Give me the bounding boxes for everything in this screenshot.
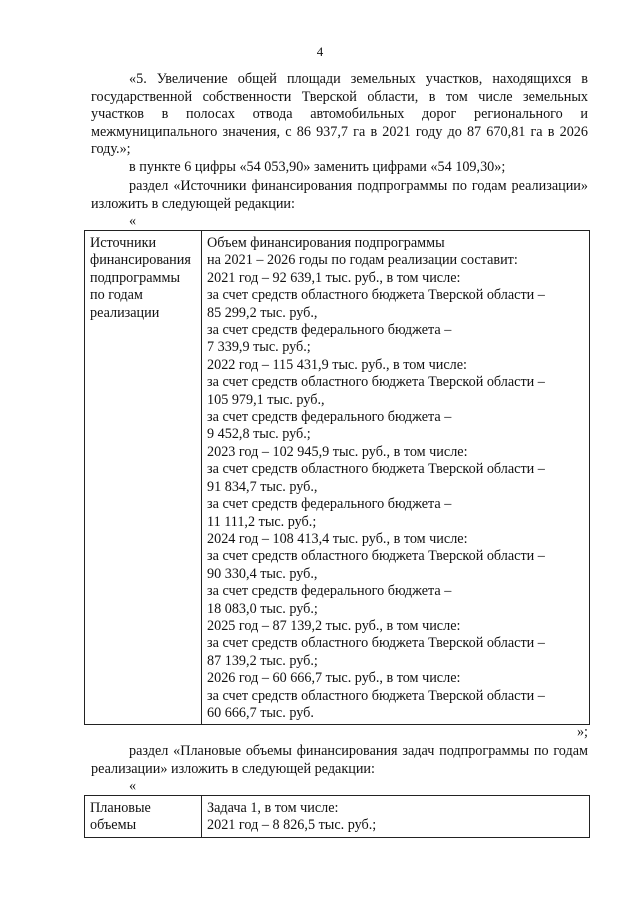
content-line: 90 330,4 тыс. руб.,: [207, 565, 318, 582]
content-line: за счет средств федерального бюджета –: [207, 409, 452, 426]
content-line: 105 979,1 тыс. руб.,: [207, 391, 325, 408]
content-line: 11 111,2 тыс. руб.;: [207, 513, 317, 530]
opening-quote: «: [129, 213, 137, 229]
content-line: 2022 год – 115 431,9 тыс. руб., в том числе:: [207, 356, 467, 373]
content-line: за счет средств федерального бюджета –: [207, 583, 452, 600]
content-line: 18 083,0 тыс. руб.;: [207, 600, 318, 617]
financing-sources-label-cell: [85, 231, 202, 725]
label-line: подпрограммы: [90, 269, 180, 286]
content-line: 2025 год – 87 139,2 тыс. руб., в том числе:: [207, 617, 461, 634]
content-line: за счет средств областного бюджета Тверской области –: [207, 287, 545, 304]
content-line: 60 666,7 тыс. руб.: [207, 704, 314, 721]
paragraph-point-6: в пункте 6 цифры «54 053,90» заменить цифрами «54 109,30»;: [129, 159, 506, 175]
content-line: за счет средств областного бюджета Тверской области –: [207, 374, 545, 391]
content-line: 2023 год – 102 945,9 тыс. руб., в том числе:: [207, 443, 468, 460]
page-number: 4: [316, 44, 324, 59]
content-line: Задача 1, в том числе:: [207, 800, 339, 816]
label-line: финансирования: [90, 252, 191, 269]
content-line: 2024 год – 108 413,4 тыс. руб., в том числе:: [207, 530, 468, 547]
planned-volumes-content-cell: [202, 796, 590, 838]
content-line: 7 339,9 тыс. руб.;: [207, 339, 311, 356]
content-line: за счет средств федерального бюджета –: [207, 496, 452, 513]
content-line: 85 299,2 тыс. руб.,: [207, 304, 318, 321]
label-line: объемы: [90, 817, 137, 834]
table-row: [85, 231, 590, 725]
paragraph-section-sources: раздел «Источники финансирования подпрограммы по годам реализации» изложить в следующей редакции:: [91, 178, 588, 212]
content-line: 91 834,7 тыс. руб.,: [207, 478, 318, 495]
paragraph-goal-5: «5. Увеличение общей площади земельных участков, находящихся в государственной собственности Тверской области, в том числе земельных участков в полосах отвода автомобильных дорог регионального и межмуниципального значения, с 86 937,7 га в 2021 году до 87 670,81 га в 2026 году.»;: [91, 71, 588, 158]
opening-quote: «: [129, 778, 137, 794]
content-line: за счет средств областного бюджета Тверской области –: [207, 635, 545, 652]
content-line: на 2021 – 2026 годы по годам реализации составит:: [207, 252, 518, 269]
planned-volumes-label-cell: [85, 796, 202, 838]
content-line: за счет средств областного бюджета Тверской области –: [207, 548, 545, 565]
table-row: [85, 796, 590, 838]
content-line: 9 452,8 тыс. руб.;: [207, 426, 311, 443]
content-line: 2026 год – 60 666,7 тыс. руб., в том числе:: [207, 670, 461, 687]
financing-sources-content-cell: [202, 231, 590, 725]
label-line: Плановые: [90, 800, 151, 816]
content-line: Объем финансирования подпрограммы: [207, 235, 445, 251]
paragraph-section-planned: раздел «Плановые объемы финансирования задач подпрограммы по годам реализации» изложить в следующей редакции:: [91, 743, 588, 777]
label-line: по годам: [90, 287, 143, 304]
content-line: за счет средств областного бюджета Тверской области –: [207, 461, 545, 478]
planned-volumes-table: [84, 795, 590, 838]
content-line: за счет средств федерального бюджета –: [207, 322, 452, 339]
label-line: Источники: [90, 235, 157, 251]
content-line: 87 139,2 тыс. руб.;: [207, 652, 318, 669]
content-line: за счет средств областного бюджета Тверской области –: [207, 687, 545, 704]
content-line: 2021 год – 92 639,1 тыс. руб., в том числе:: [207, 269, 461, 286]
closing-quote: »;: [576, 724, 588, 740]
label-line: реализации: [90, 304, 160, 321]
content-line: 2021 год – 8 826,5 тыс. руб.;: [207, 817, 377, 834]
financing-sources-table: [84, 230, 590, 725]
